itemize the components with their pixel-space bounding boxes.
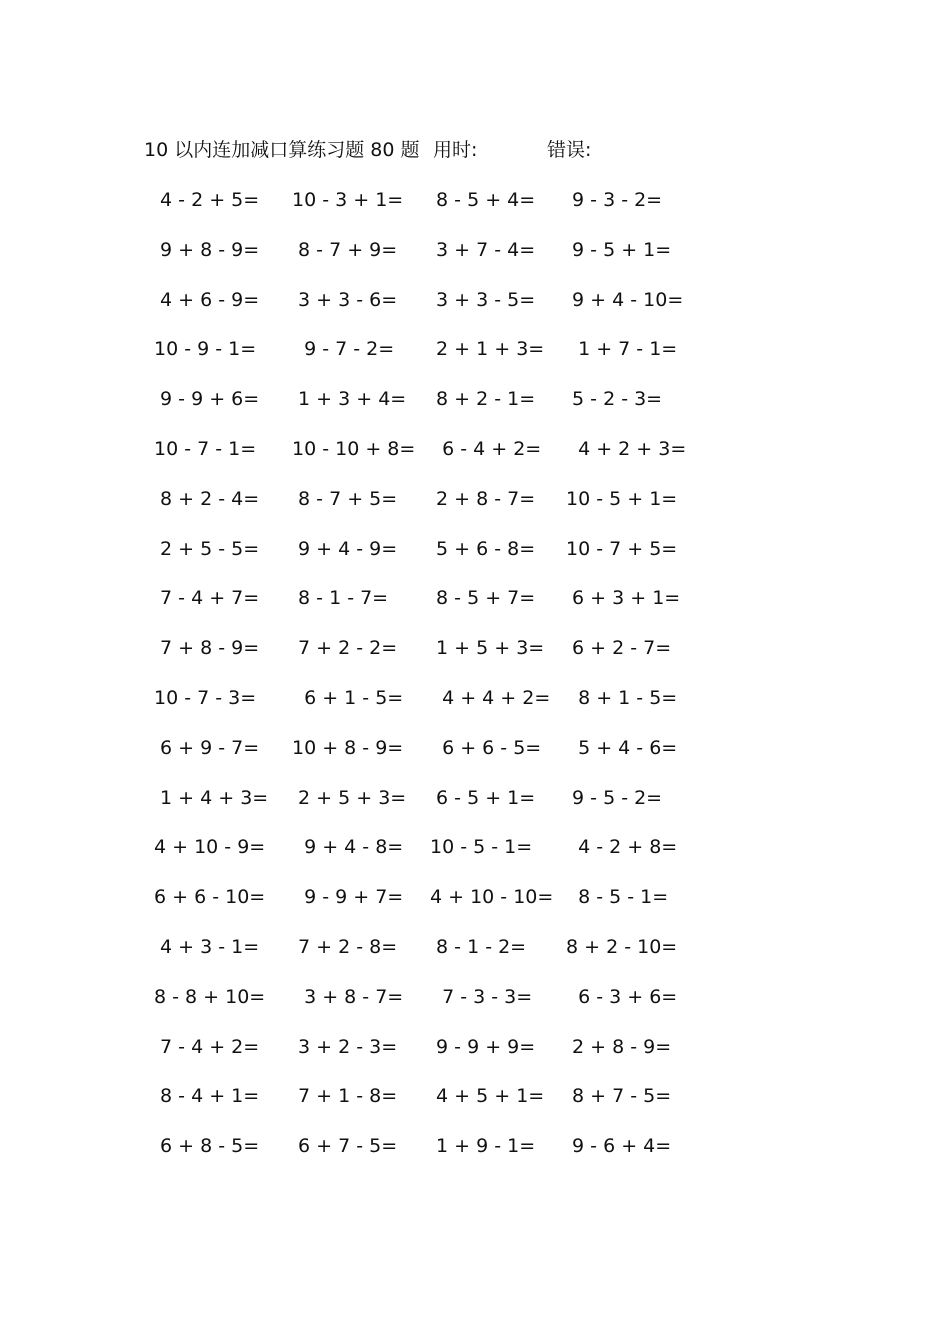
problem-row [0, 1032, 950, 1062]
problem-row [0, 1131, 950, 1161]
arithmetic-problem: 8 + 7 - 5= [566, 1085, 672, 1107]
arithmetic-problem: 3 + 8 - 7= [292, 986, 404, 1008]
problem-row [0, 534, 950, 564]
arithmetic-problem: 1 + 3 + 4= [292, 388, 407, 410]
arithmetic-problem: 9 + 4 - 8= [292, 836, 404, 858]
arithmetic-problem: 7 - 4 + 7= [154, 587, 260, 609]
problem-row [0, 733, 950, 763]
arithmetic-problem: 7 - 3 - 3= [430, 986, 533, 1008]
arithmetic-problem: 10 + 8 - 9= [292, 737, 404, 759]
arithmetic-problem: 8 + 1 - 5= [566, 687, 678, 709]
problem-row [0, 583, 950, 613]
arithmetic-problem: 1 + 5 + 3= [430, 637, 545, 659]
arithmetic-problem: 9 - 7 - 2= [292, 338, 395, 360]
arithmetic-problem: 10 - 5 + 1= [566, 488, 678, 510]
arithmetic-problem: 8 - 5 - 1= [566, 886, 669, 908]
arithmetic-problem: 9 - 9 + 9= [430, 1036, 536, 1058]
arithmetic-problem: 9 + 4 - 9= [292, 538, 398, 560]
arithmetic-problem: 2 + 8 - 9= [566, 1036, 672, 1058]
arithmetic-problem: 4 + 10 - 9= [154, 836, 266, 858]
arithmetic-problem: 6 + 6 - 5= [430, 737, 542, 759]
arithmetic-problem: 8 - 1 - 2= [430, 936, 527, 958]
arithmetic-problem: 1 + 9 - 1= [430, 1135, 536, 1157]
arithmetic-problem: 8 - 7 + 5= [292, 488, 398, 510]
arithmetic-problem: 10 - 5 - 1= [430, 836, 533, 858]
arithmetic-problem: 7 + 2 - 8= [292, 936, 398, 958]
arithmetic-problem: 6 + 2 - 7= [566, 637, 672, 659]
arithmetic-problem: 5 + 6 - 8= [430, 538, 536, 560]
problem-row [0, 832, 950, 862]
problem-row [0, 484, 950, 514]
arithmetic-problem: 2 + 8 - 7= [430, 488, 536, 510]
arithmetic-problem: 7 + 8 - 9= [154, 637, 260, 659]
arithmetic-problem: 4 - 2 + 8= [566, 836, 678, 858]
arithmetic-problem: 8 + 2 - 4= [154, 488, 260, 510]
arithmetic-problem: 8 - 4 + 1= [154, 1085, 260, 1107]
arithmetic-problem: 6 + 3 + 1= [566, 587, 681, 609]
arithmetic-problem: 6 + 7 - 5= [292, 1135, 398, 1157]
problem-row [0, 235, 950, 265]
arithmetic-problem: 3 + 3 - 5= [430, 289, 536, 311]
problem-row [0, 932, 950, 962]
arithmetic-problem: 3 + 7 - 4= [430, 239, 536, 261]
arithmetic-problem: 10 - 3 + 1= [292, 189, 404, 211]
arithmetic-problem: 4 - 2 + 5= [154, 189, 260, 211]
arithmetic-problem: 1 + 4 + 3= [154, 787, 269, 809]
problem-row [0, 285, 950, 315]
problem-row [0, 683, 950, 713]
arithmetic-problem: 9 + 4 - 10= [566, 289, 684, 311]
time-used-label: 用时: [433, 139, 478, 161]
problem-row [0, 633, 950, 663]
error-count-label: 错误: [547, 139, 592, 161]
arithmetic-problem: 5 + 4 - 6= [566, 737, 678, 759]
problem-row [0, 783, 950, 813]
worksheet-title: 10 以内连加减口算练习题 80 题 [144, 139, 420, 161]
arithmetic-problem: 10 - 7 - 3= [154, 687, 257, 709]
problem-row [0, 434, 950, 464]
arithmetic-problem: 9 - 5 + 1= [566, 239, 672, 261]
arithmetic-problem: 8 - 7 + 9= [292, 239, 398, 261]
arithmetic-problem: 8 + 2 - 1= [430, 388, 536, 410]
arithmetic-problem: 1 + 7 - 1= [566, 338, 678, 360]
arithmetic-problem: 6 + 8 - 5= [154, 1135, 260, 1157]
arithmetic-problem: 6 + 1 - 5= [292, 687, 404, 709]
arithmetic-problem: 4 + 3 - 1= [154, 936, 260, 958]
arithmetic-problem: 9 - 9 + 6= [154, 388, 260, 410]
arithmetic-problem: 10 - 7 - 1= [154, 438, 257, 460]
problem-row [0, 334, 950, 364]
arithmetic-problem: 4 + 5 + 1= [430, 1085, 545, 1107]
problem-row [0, 185, 950, 215]
arithmetic-problem: 8 - 5 + 4= [430, 189, 536, 211]
arithmetic-problem: 4 + 2 + 3= [566, 438, 687, 460]
arithmetic-problem: 7 - 4 + 2= [154, 1036, 260, 1058]
arithmetic-problem: 8 - 5 + 7= [430, 587, 536, 609]
arithmetic-problem: 4 + 10 - 10= [430, 886, 554, 908]
arithmetic-problem: 6 - 3 + 6= [566, 986, 678, 1008]
arithmetic-problem: 7 + 1 - 8= [292, 1085, 398, 1107]
arithmetic-problem: 9 - 5 - 2= [566, 787, 663, 809]
arithmetic-problem: 3 + 2 - 3= [292, 1036, 398, 1058]
problem-row [0, 1081, 950, 1111]
arithmetic-problem: 9 - 3 - 2= [566, 189, 663, 211]
problem-row [0, 384, 950, 414]
arithmetic-problem: 9 - 6 + 4= [566, 1135, 672, 1157]
arithmetic-problem: 9 - 9 + 7= [292, 886, 404, 908]
arithmetic-problem: 6 + 9 - 7= [154, 737, 260, 759]
problem-row [0, 882, 950, 912]
arithmetic-problem: 10 - 10 + 8= [292, 438, 416, 460]
arithmetic-problem: 4 + 6 - 9= [154, 289, 260, 311]
arithmetic-problem: 6 + 6 - 10= [154, 886, 266, 908]
arithmetic-problem: 4 + 4 + 2= [430, 687, 551, 709]
arithmetic-problem: 5 - 2 - 3= [566, 388, 663, 410]
arithmetic-problem: 7 + 2 - 2= [292, 637, 398, 659]
arithmetic-problem: 9 + 8 - 9= [154, 239, 260, 261]
arithmetic-problem: 2 + 5 - 5= [154, 538, 260, 560]
arithmetic-problem: 10 - 7 + 5= [566, 538, 678, 560]
arithmetic-problem: 10 - 9 - 1= [154, 338, 257, 360]
problem-row [0, 982, 950, 1012]
arithmetic-problem: 3 + 3 - 6= [292, 289, 398, 311]
arithmetic-problem: 2 + 1 + 3= [430, 338, 545, 360]
arithmetic-problem: 8 - 8 + 10= [154, 986, 266, 1008]
worksheet-header [144, 137, 664, 163]
arithmetic-problem: 6 - 4 + 2= [430, 438, 542, 460]
arithmetic-problem: 6 - 5 + 1= [430, 787, 536, 809]
arithmetic-problem: 8 + 2 - 10= [566, 936, 678, 958]
arithmetic-problem: 8 - 1 - 7= [292, 587, 389, 609]
arithmetic-problem: 2 + 5 + 3= [292, 787, 407, 809]
